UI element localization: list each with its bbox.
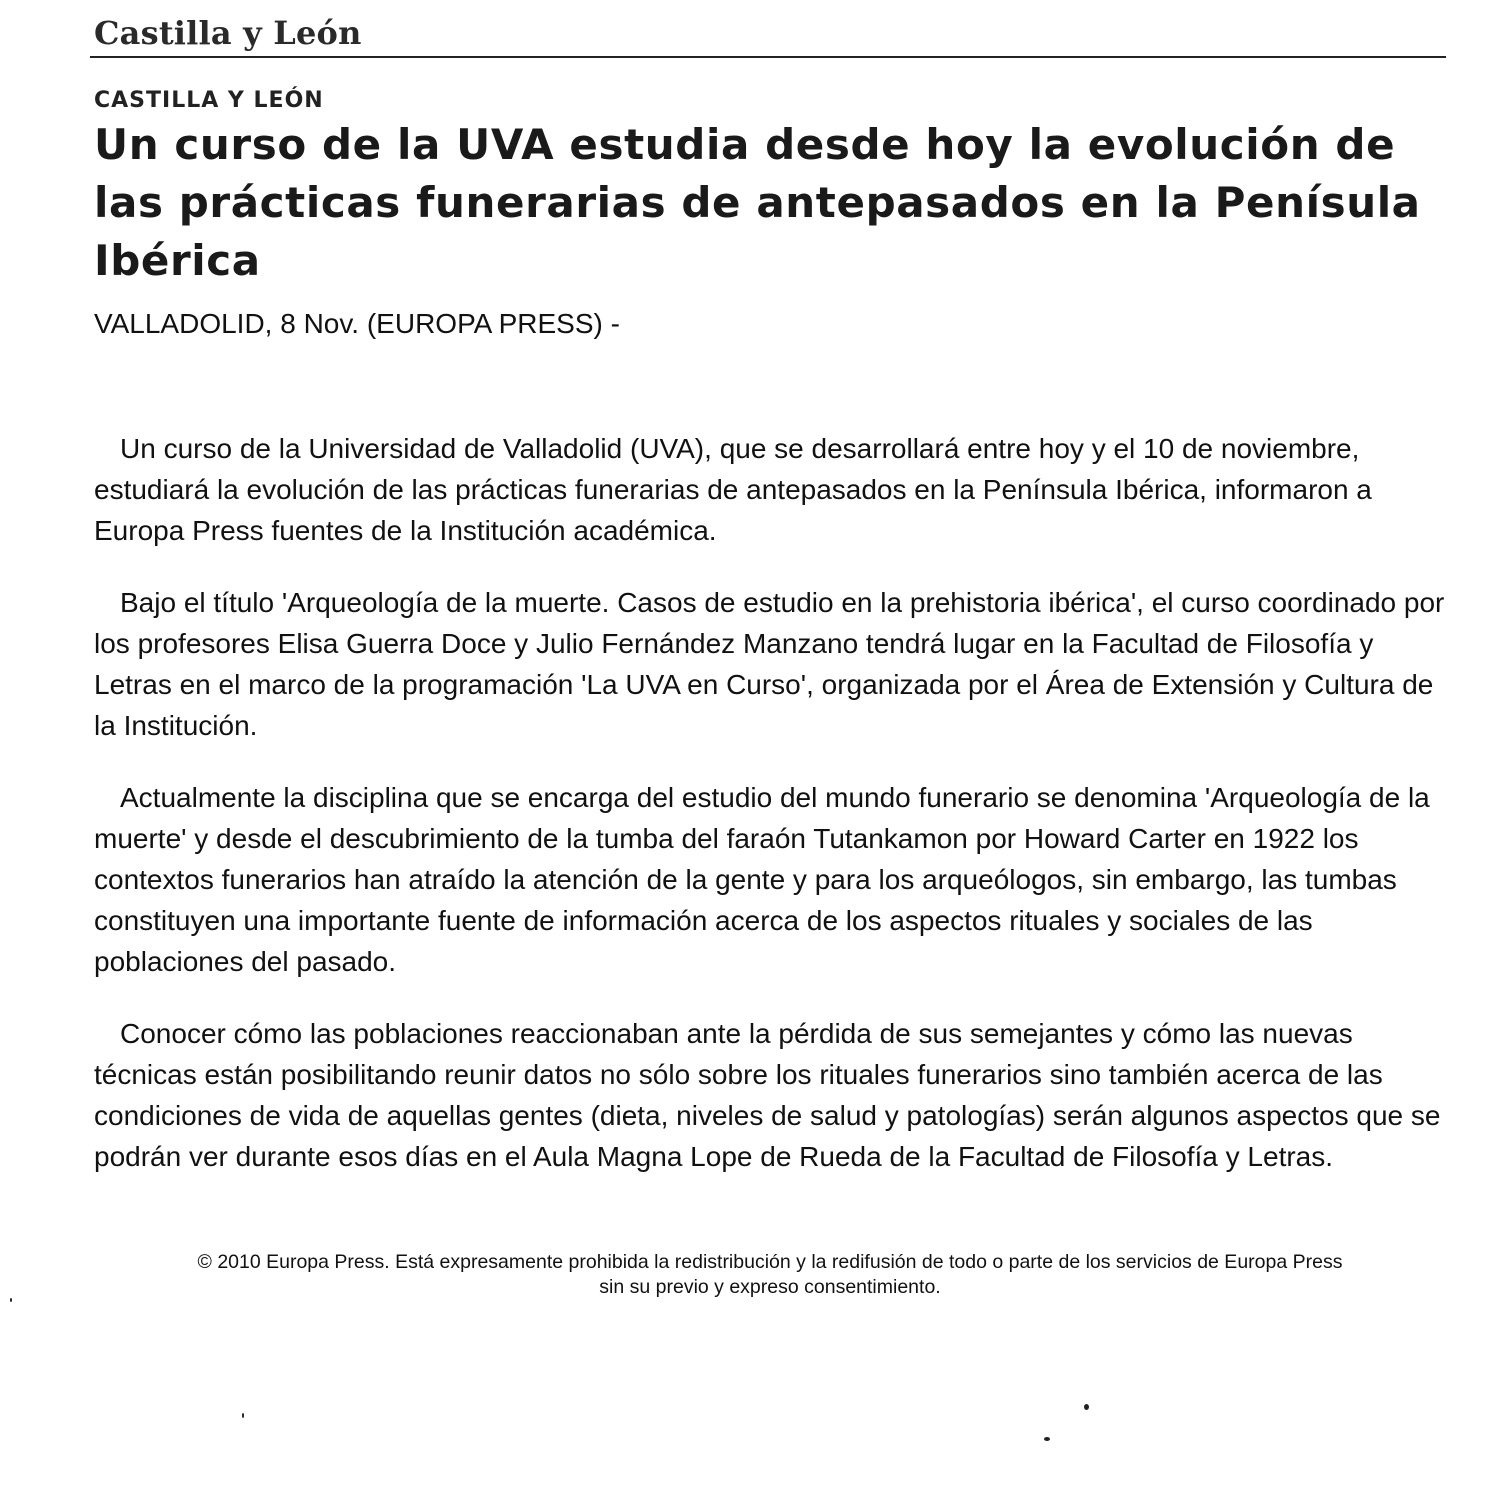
copyright-line: sin su previo y expreso consentimiento.	[599, 1276, 941, 1298]
body-paragraph: Actualmente la disciplina que se encarga del estudio del mundo funerario se denomina 'Arqueología de la muerte' y desde el descubrimiento de la tumba del faraón Tutankamon por Howard Carter en 1922 los contextos funerarios han atraído la atención de la gente y para los arqueólogos, sin embargo, las tumbas constituyen una importante fuente de información acerca de los aspectos rituales y sociales de las poblaciones del pasado.	[94, 782, 1430, 977]
scan-speck	[1044, 1437, 1050, 1441]
body-paragraph: Un curso de la Universidad de Valladolid (UVA), que se desarrollará entre hoy y el 10 de noviembre, estudiará la evolución de las prácticas funerarias de antepasados en la Península Ibérica, informaron a Europa Press fuentes de la Institución académica.	[94, 433, 1372, 546]
section-title: Castilla y León	[94, 14, 362, 52]
article-headline: Un curso de la UVA estudia desde hoy la evolución de las prácticas funerarias de antepasados en la Penísula Ibérica	[94, 120, 1421, 285]
scan-speck	[1084, 1404, 1089, 1410]
scan-speck	[242, 1413, 244, 1418]
article-kicker: CASTILLA Y LEÓN	[94, 88, 324, 113]
body-paragraph: Conocer cómo las poblaciones reaccionaban ante la pérdida de sus semejantes y cómo las nuevas técnicas están posibilitando reunir datos no sólo sobre los rituales funerarios sino también acerca de las condiciones de vida de aquellas gentes (dieta, niveles de salud y patologías) serán algunos aspectos que se podrán ver durante esos días en el Aula Magna Lope de Rueda de la Facultad de Filosofía y Letras.	[94, 1018, 1441, 1172]
scan-speck	[10, 1298, 12, 1302]
body-paragraph: Bajo el título 'Arqueología de la muerte. Casos de estudio en la prehistoria ibérica', el curso coordinado por los profesores Elisa Guerra Doce y Julio Fernández Manzano tendrá lugar en la Facultad de Filosofía y Letras en el marco de la programación 'La UVA en Curso', organizada por el Área de Extensión y Cultura de la Institución.	[94, 587, 1445, 741]
header-divider	[90, 56, 1446, 58]
article-body	[94, 428, 1450, 1208]
article-dateline: VALLADOLID, 8 Nov. (EUROPA PRESS) -	[94, 308, 620, 339]
copyright-notice	[94, 1250, 1446, 1300]
copyright-line: © 2010 Europa Press. Está expresamente prohibida la redistribución y la redifusión de todo o parte de los servicios de Europa Press	[197, 1251, 1343, 1273]
